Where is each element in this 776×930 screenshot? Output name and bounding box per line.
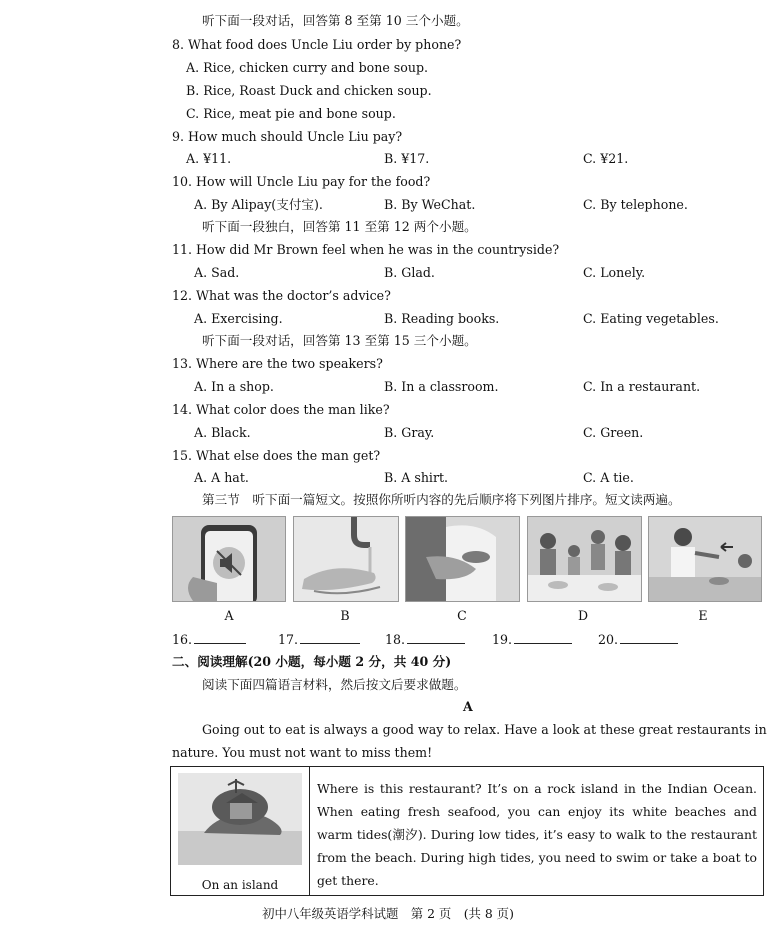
island-photo: [178, 773, 302, 865]
answer-blank-16[interactable]: 16.: [172, 631, 246, 648]
question-11-stem: 11. How did Mr Brown feel when he was in the countryside?: [172, 242, 560, 257]
question-13-option-a: A. In a shop.: [194, 379, 274, 394]
question-14-option-b: B. Gray.: [384, 425, 435, 440]
question-9-option-c: C. ¥21.: [583, 151, 629, 166]
picture-label-b: B: [340, 608, 350, 623]
question-12-option-a: A. Exercising.: [194, 311, 283, 326]
question-15-option-a: A. A hat.: [194, 470, 249, 485]
question-14-option-a: A. Black.: [194, 425, 251, 440]
restaurant-info-box: [170, 766, 764, 896]
question-10-option-a: A. By Alipay(支付宝).: [194, 197, 323, 212]
question-10-stem: 10. How will Uncle Liu pay for the food?: [172, 174, 431, 189]
question-9-option-b: B. ¥17.: [384, 151, 430, 166]
question-12-option-c: C. Eating vegetables.: [583, 311, 719, 326]
question-8-option-a: A. Rice, chicken curry and bone soup.: [186, 60, 429, 75]
question-10-option-c: C. By telephone.: [583, 197, 688, 212]
question-13-stem: 13. Where are the two speakers?: [172, 356, 383, 371]
picture-b-washing-hands: [293, 516, 399, 602]
question-8-option-c: C. Rice, meat pie and bone soup.: [186, 106, 396, 121]
island-photo-caption: On an island: [201, 878, 279, 892]
instruction-11-12: 听下面一段独白，回答第 11 至第 12 两个小题。: [202, 219, 477, 234]
instruction-13-15: 听下面一段对话，回答第 13 至第 15 三个小题。: [202, 333, 477, 348]
answer-blank-17[interactable]: 17.: [278, 631, 360, 648]
picture-label-e: E: [698, 608, 708, 623]
question-11-option-a: A. Sad.: [194, 265, 240, 280]
restaurant-description: Where is this restaurant? It’s on a rock island in the Indian Ocean. When eating fresh seafood, you can enjoy its white beaches and warm tides(潮汐). During low tides, it’s easy to walk to the restaurant from the beach. During high tides, you need to swim or take a boat to get there.: [317, 781, 757, 888]
question-12-option-b: B. Reading books.: [384, 311, 500, 326]
question-11-option-b: B. Glad.: [384, 265, 435, 280]
question-15-option-c: C. A tie.: [583, 470, 634, 485]
question-15-stem: 15. What else does the man get?: [172, 448, 381, 463]
question-14-option-c: C. Green.: [583, 425, 644, 440]
passage-intro-line-1: Going out to eat is always a good way to relax. Have a look at these great restaurants in: [202, 722, 767, 737]
picture-e-serving-food: [648, 516, 762, 602]
question-13-option-c: C. In a restaurant.: [583, 379, 701, 394]
question-9-option-a: A. ¥11.: [186, 151, 232, 166]
passage-letter: A: [463, 699, 473, 714]
question-8-option-b: B. Rice, Roast Duck and chicken soup.: [186, 83, 432, 98]
page-footer: 初中八年级英语学科试题 第 2 页 (共 8 页): [262, 906, 514, 921]
answer-blank-19[interactable]: 19.: [492, 631, 572, 648]
question-8-stem: 8. What food does Uncle Liu order by phone?: [172, 37, 462, 52]
picture-c-cooking: [405, 516, 520, 602]
question-14-stem: 14. What color does the man like?: [172, 402, 390, 417]
instruction-8-10: 听下面一段对话，回答第 8 至第 10 三个小题。: [202, 13, 469, 28]
question-12-stem: 12. What was the doctor’s advice?: [172, 288, 391, 303]
answer-blank-18[interactable]: 18.: [385, 631, 465, 648]
part-2-title: 二、阅读理解(20 小题，每小题 2 分，共 40 分): [172, 654, 452, 669]
question-11-option-c: C. Lonely.: [583, 265, 646, 280]
question-9-stem: 9. How much should Uncle Liu pay?: [172, 129, 403, 144]
picture-label-a: A: [224, 608, 234, 623]
picture-label-c: C: [457, 608, 467, 623]
picture-a-muted-phone: [172, 516, 286, 602]
question-15-option-b: B. A shirt.: [384, 470, 449, 485]
answer-blank-20[interactable]: 20.: [598, 631, 678, 648]
section-3-instruction: 第三节 听下面一篇短文。按照你所听内容的先后顺序将下列图片排序。短文读两遍。: [202, 492, 681, 507]
picture-d-family-dinner: [527, 516, 642, 602]
island-photo-cell: [171, 767, 310, 895]
part-2-instruction: 阅读下面四篇语言材料，然后按文后要求做题。: [202, 677, 467, 692]
picture-label-d: D: [577, 608, 589, 623]
question-10-option-b: B. By WeChat.: [384, 197, 476, 212]
passage-intro-line-2: nature. You must not want to miss them!: [172, 745, 433, 760]
question-13-option-b: B. In a classroom.: [384, 379, 499, 394]
